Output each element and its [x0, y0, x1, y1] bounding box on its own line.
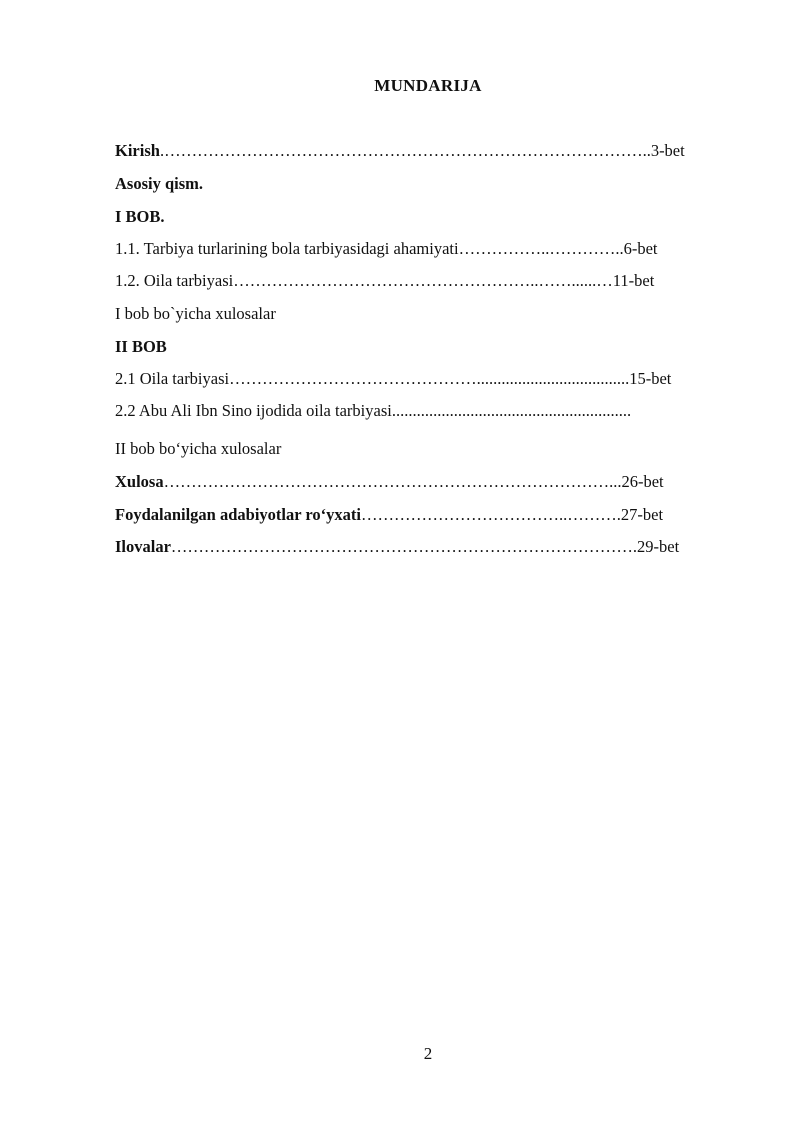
toc-entry-label: 1.2. Oila tarbiyasi	[115, 271, 234, 290]
toc-entry-label: Xulosa	[115, 472, 164, 491]
toc-entry-label: 2.2 Abu Ali Ibn Sino ijodida oila tarbiyasi	[115, 401, 392, 420]
toc-entry-ilovalar[interactable]	[115, 536, 679, 558]
toc-entry-page: 3-bet	[650, 141, 685, 160]
toc-entry-label: Foydalanilgan adabiyotlar ro‘yxati	[115, 505, 362, 524]
toc-entry-label: 1.1. Tarbiya turlarining bola tarbiyasidagi ahamiyati	[115, 239, 459, 258]
toc-entry-label: Asosiy qism.	[115, 174, 204, 193]
toc-entry-chapter-1	[115, 206, 165, 228]
toc-entry-label: I bob bo`yicha xulosalar	[115, 304, 276, 323]
toc-entry-1-1[interactable]	[115, 238, 657, 260]
toc-entry-page: 27-bet	[620, 505, 664, 524]
toc-entry-label: 2.1 Oila tarbiyasi	[115, 369, 230, 388]
toc-entry-leader: ………………………………………………………………………...	[163, 472, 622, 491]
toc-entry-label: Kirish	[115, 141, 160, 160]
toc-entry-label: II BOB	[115, 337, 167, 356]
toc-entry-page: 15-bet	[629, 369, 672, 388]
toc-entry-page: 6-bet	[623, 239, 658, 258]
toc-entry-leader: .……………………………………………………………………………..	[159, 141, 651, 160]
toc-entry-leader: ………………………………………………………………………….	[170, 537, 638, 556]
toc-entry-page: 26-bet	[621, 472, 664, 491]
toc-entry-label: II bob bo‘yicha xulosalar	[115, 439, 282, 458]
toc-entry-xulosa[interactable]	[115, 471, 664, 493]
toc-entry-leader: ………………………………………………..……......…	[233, 271, 613, 290]
toc-entry-2-2[interactable]	[115, 400, 631, 422]
toc-entry-chapter-2	[115, 336, 167, 358]
toc-entry-page: 11-bet	[612, 271, 655, 290]
toc-entry-2-1[interactable]	[115, 368, 671, 390]
toc-entry-asosiy-qism	[115, 173, 203, 195]
toc-entry-chapter-1-conclusions[interactable]	[115, 303, 276, 325]
toc-entry-label: I BOB.	[115, 207, 165, 226]
toc-entry-kirish[interactable]	[115, 140, 685, 162]
toc-entry-leader: ……………..…………..	[458, 239, 624, 258]
page-number: 2	[423, 1044, 433, 1063]
toc-entry-references[interactable]	[115, 504, 663, 526]
toc-entry-leader: ……………………………………….....................................	[229, 369, 630, 388]
toc-entry-1-2[interactable]	[115, 270, 654, 292]
toc-entry-leader: ………………………………..……….	[361, 505, 621, 524]
toc-entry-page: 29-bet	[637, 537, 680, 556]
toc-entry-label: Ilovalar	[115, 537, 171, 556]
toc-entry-leader: ..........................................................	[391, 401, 632, 420]
toc-entry-chapter-2-conclusions[interactable]	[115, 438, 281, 460]
page-title: MUNDARIJA	[374, 76, 482, 95]
